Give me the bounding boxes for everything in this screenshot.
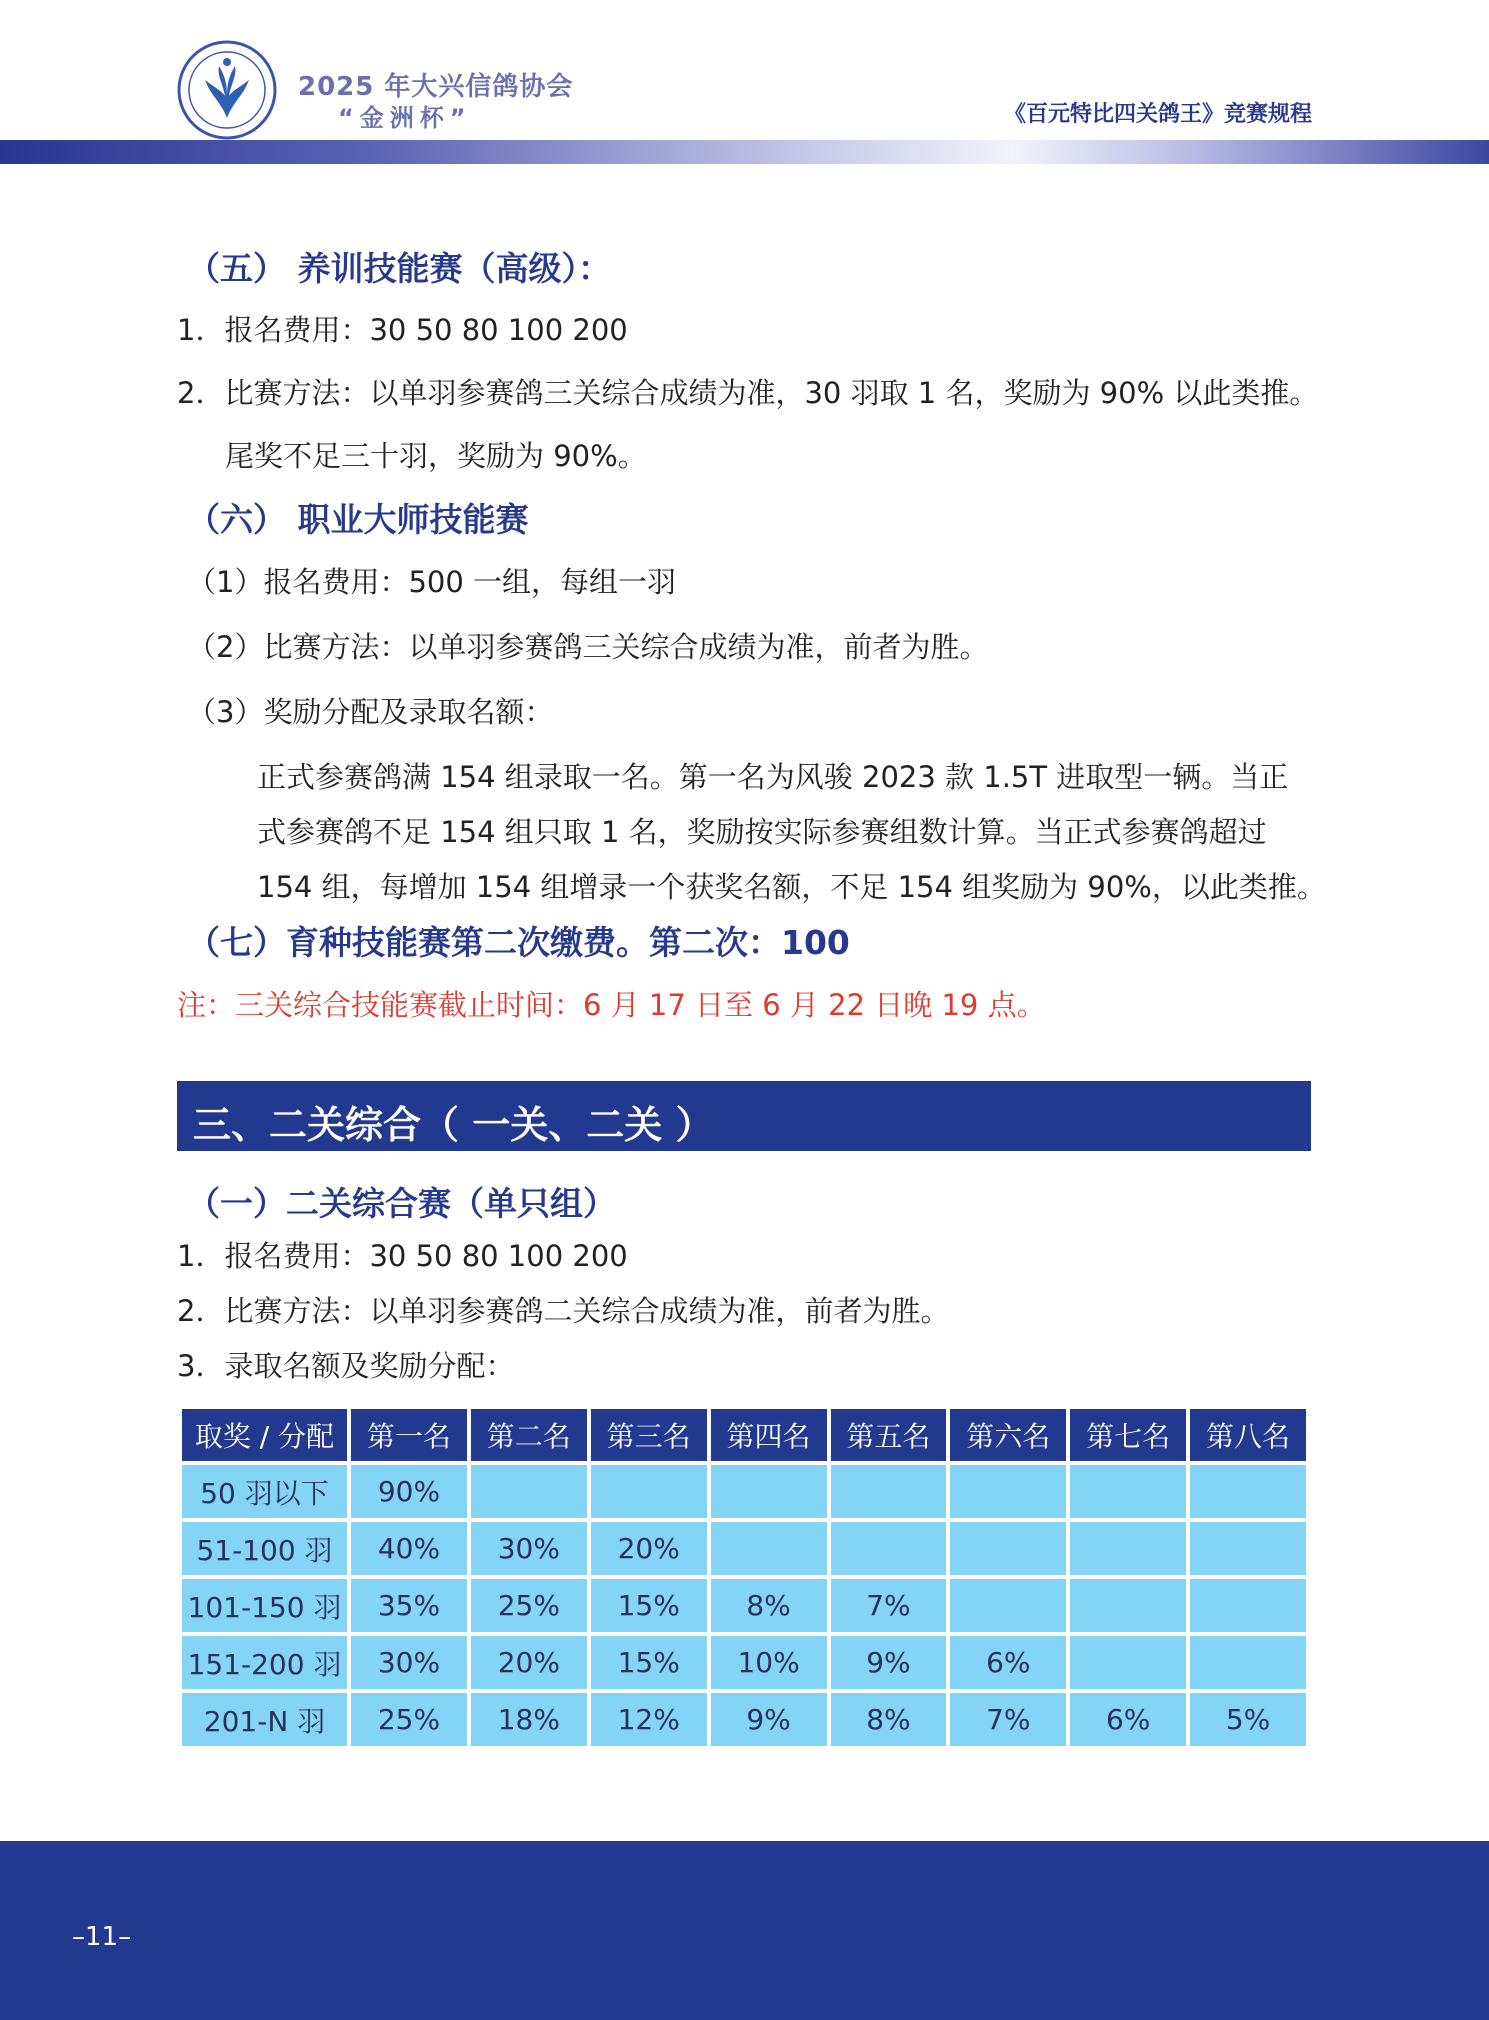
- table-cell: 201-N 羽: [182, 1693, 347, 1746]
- table-cell: 50 羽以下: [182, 1465, 347, 1518]
- table-cell: 40%: [351, 1522, 467, 1575]
- table-row: [182, 1522, 1306, 1575]
- table-cell: [1070, 1636, 1186, 1689]
- section-3-title-bar: [177, 1081, 1311, 1151]
- table-row: [182, 1579, 1306, 1632]
- table-row: [182, 1465, 1306, 1518]
- section-3-1-heading: （一）二关综合赛（单只组）: [187, 1184, 616, 1223]
- table-cell: [950, 1465, 1066, 1518]
- table-cell: 30%: [471, 1522, 587, 1575]
- table-header-cell: 取奖 / 分配: [182, 1409, 347, 1461]
- table-cell: 20%: [591, 1522, 707, 1575]
- association-logo-icon: [177, 40, 277, 140]
- table-header-cell: 第七名: [1070, 1409, 1186, 1461]
- table-cell: 15%: [591, 1636, 707, 1689]
- table-cell: 15%: [591, 1579, 707, 1632]
- section-3-title: 三、二关综合（ 一关、二关 ）: [193, 1103, 714, 1147]
- table-header-cell: 第三名: [591, 1409, 707, 1461]
- section-5-heading: （五） 养训技能赛（高级）：: [187, 249, 611, 288]
- table-cell: 7%: [831, 1579, 947, 1632]
- table-row: [182, 1636, 1306, 1689]
- table-header-cell: 第二名: [471, 1409, 587, 1461]
- table-cell: 25%: [471, 1579, 587, 1632]
- table-row: [182, 1693, 1306, 1746]
- page-footer: [0, 1841, 1489, 2020]
- table-header-row: [182, 1409, 1306, 1461]
- table-cell: [1070, 1579, 1186, 1632]
- section-3-method: 2．比赛方法：以单羽参赛鸽二关综合成绩为准，前者为胜。: [177, 1294, 950, 1328]
- table-cell: [1190, 1465, 1306, 1518]
- table-cell: 6%: [950, 1636, 1066, 1689]
- table-cell: 9%: [831, 1636, 947, 1689]
- table-header-cell: 第五名: [831, 1409, 947, 1461]
- table-cell: 30%: [351, 1636, 467, 1689]
- section-6-heading: （六） 职业大师技能赛: [187, 500, 529, 539]
- table-cell: 12%: [591, 1693, 707, 1746]
- table-cell: [950, 1579, 1066, 1632]
- cup-name: “金洲杯”: [338, 104, 472, 132]
- section-3-fee: 1．报名费用：30 50 80 100 200: [177, 1239, 628, 1273]
- section-5-method: 2．比赛方法：以单羽参赛鸽三关综合成绩为准，30 羽取 1 名，奖励为 90% 以此类推。: [177, 376, 1319, 410]
- table-cell: 18%: [471, 1693, 587, 1746]
- section-7-heading: （七）育种技能赛第二次缴费。第二次：100: [187, 923, 850, 962]
- association-title: 2025 年大兴信鸽协会: [298, 72, 574, 102]
- table-cell: [591, 1465, 707, 1518]
- document-title: 《百元特比四关鸽王》竞赛规程: [1003, 102, 1312, 127]
- table-cell: 10%: [711, 1636, 827, 1689]
- table-header-cell: 第四名: [711, 1409, 827, 1461]
- section-6-paragraph-line-2: 式参赛鸽不足 154 组只取 1 名，奖励按实际参赛组数计算。当正式参赛鸽超过: [257, 815, 1267, 849]
- section-6-paragraph-line-1: 正式参赛鸽满 154 组录取一名。第一名为风骏 2023 款 1.5T 进取型一辆。当正: [257, 760, 1289, 794]
- header-gradient-bar: [0, 140, 1489, 164]
- table-cell: [1190, 1579, 1306, 1632]
- section-5-method-cont: 尾奖不足三十羽，奖励为 90%。: [225, 439, 647, 473]
- table-cell: [831, 1465, 947, 1518]
- table-cell: [1070, 1465, 1186, 1518]
- table-cell: 8%: [711, 1579, 827, 1632]
- table-cell: [1070, 1522, 1186, 1575]
- section-6-reward-title: （3）奖励分配及录取名额：: [187, 695, 554, 729]
- deadline-note: 注：三关综合技能赛截止时间：6 月 17 日至 6 月 22 日晚 19 点。: [177, 988, 1046, 1022]
- page-header: [0, 0, 1489, 165]
- table-cell: [1190, 1636, 1306, 1689]
- section-6-paragraph-line-3: 154 组，每增加 154 组增录一个获奖名额，不足 154 组奖励为 90%，以此类推。: [257, 870, 1326, 904]
- table-header-cell: 第六名: [950, 1409, 1066, 1461]
- table-cell: [711, 1465, 827, 1518]
- prize-distribution-table: [178, 1405, 1310, 1750]
- section-6-method: （2）比赛方法：以单羽参赛鸽三关综合成绩为准，前者为胜。: [187, 630, 989, 664]
- section-5-fee: 1．报名费用：30 50 80 100 200: [177, 313, 628, 347]
- table-cell: 51-100 羽: [182, 1522, 347, 1575]
- table-cell: 101-150 羽: [182, 1579, 347, 1632]
- table-cell: 20%: [471, 1636, 587, 1689]
- table-cell: 35%: [351, 1579, 467, 1632]
- table-cell: 151-200 羽: [182, 1636, 347, 1689]
- table-cell: 5%: [1190, 1693, 1306, 1746]
- table-cell: [711, 1522, 827, 1575]
- table-cell: 90%: [351, 1465, 467, 1518]
- table-cell: 25%: [351, 1693, 467, 1746]
- table-cell: [831, 1522, 947, 1575]
- table-cell: [471, 1465, 587, 1518]
- table-cell: [950, 1522, 1066, 1575]
- table-cell: 8%: [831, 1693, 947, 1746]
- table-cell: 7%: [950, 1693, 1066, 1746]
- table-header-cell: 第一名: [351, 1409, 467, 1461]
- section-6-fee: （1）报名费用：500 一组，每组一羽: [187, 565, 677, 599]
- table-cell: [1190, 1522, 1306, 1575]
- table-cell: 9%: [711, 1693, 827, 1746]
- section-3-reward-title: 3．录取名额及奖励分配：: [177, 1349, 515, 1383]
- table-cell: 6%: [1070, 1693, 1186, 1746]
- table-header-cell: 第八名: [1190, 1409, 1306, 1461]
- page-number: –11–: [72, 1922, 132, 1952]
